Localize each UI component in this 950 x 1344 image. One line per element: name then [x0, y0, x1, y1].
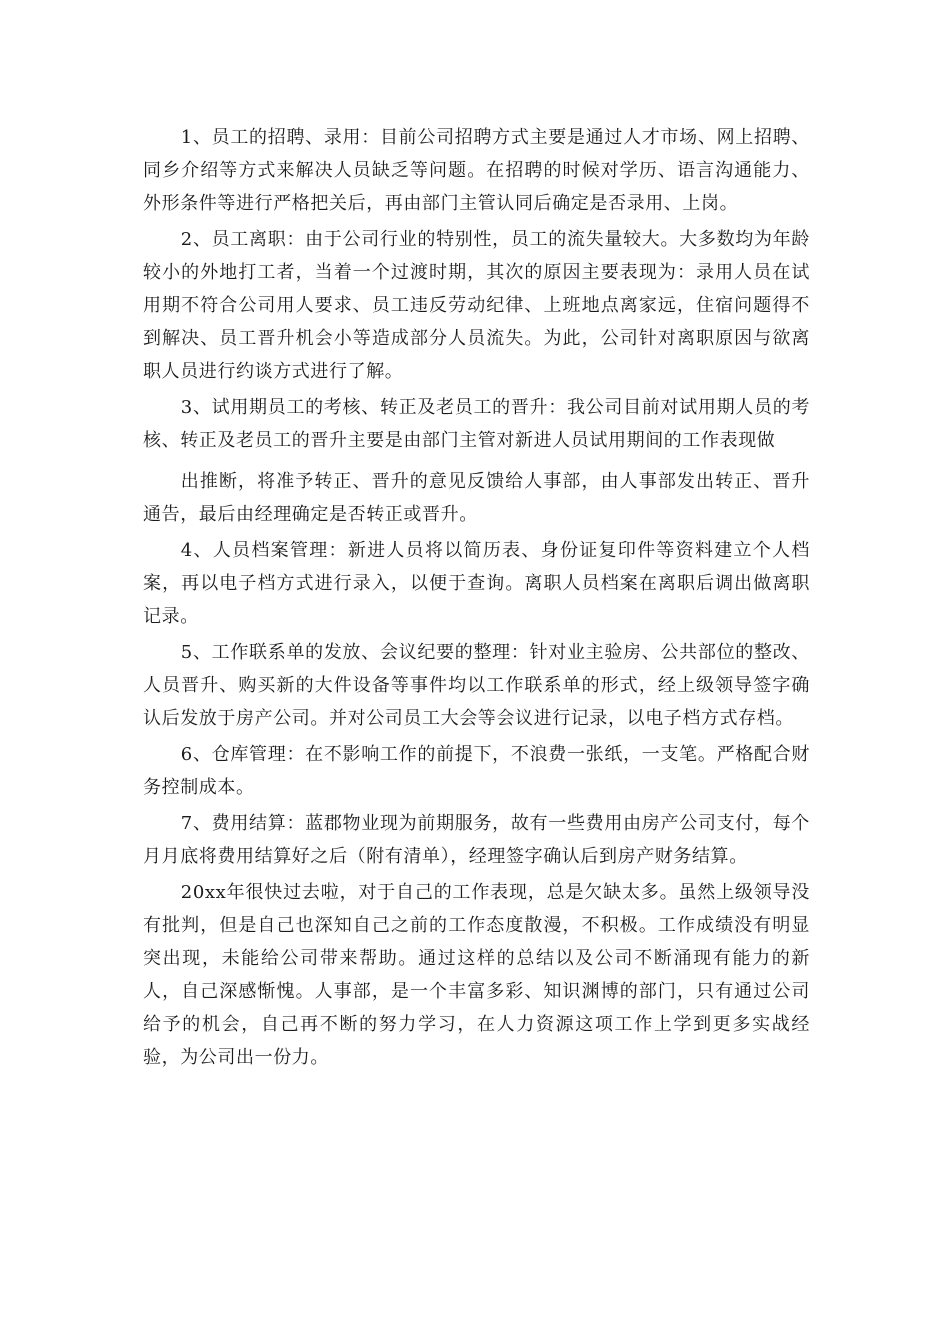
document-body	[143, 121, 810, 1077]
paragraph-probation-continued: 出推断，将准予转正、晋升的意见反馈给人事部，由人事部发出转正、晋升通告，最后由经理确定是否转正或晋升。	[143, 471, 810, 525]
paragraph-expense-settlement: 7、费用结算：蓝郡物业现为前期服务，故有一些费用由房产公司支付，每个月月底将费用结算好之后（附有清单），经理签字确认后到房产财务结算。	[143, 813, 810, 867]
paragraph-probation: 3、试用期员工的考核、转正及老员工的晋升：我公司目前对试用期人员的考核、转正及老员工的晋升主要是由部门主管对新进人员试用期间的工作表现做	[143, 397, 810, 451]
paragraph-resignation: 2、员工离职：由于公司行业的特别性，员工的流失量较大。大多数均为年龄较小的外地打工者，当着一个过渡时期，其次的原因主要表现为：录用人员在试用期不符合公司用人要求、员工违反劳动纪律、上班地点离家远，住宿问题得不到解决、员工晋升机会小等造成部分人员流失。为此，公司针对离职原因与欲离职人员进行约谈方式进行了解。	[143, 229, 810, 382]
paragraph-recruitment: 1、员工的招聘、录用：目前公司招聘方式主要是通过人才市场、网上招聘、同乡介绍等方式来解决人员缺乏等问题。在招聘的时候对学历、语言沟通能力、外形条件等进行严格把关后，再由部门主管认同后确定是否录用、上岗。	[143, 127, 810, 214]
paragraph-work-contact-forms: 5、工作联系单的发放、会议纪要的整理：针对业主验房、公共部位的整改、人员晋升、购买新的大件设备等事件均以工作联系单的形式，经上级领导签字确认后发放于房产公司。并对公司员工大会等会议进行记录，以电子档方式存档。	[143, 642, 810, 729]
paragraph-warehouse: 6、仓库管理：在不影响工作的前提下，不浪费一张纸，一支笔。严格配合财务控制成本。	[143, 744, 810, 798]
paragraph-year-summary: 20xx年很快过去啦，对于自己的工作表现，总是欠缺太多。虽然上级领导没有批判，但是自己也深知自己之前的工作态度散漫，不积极。工作成绩没有明显突出现，未能给公司带来帮助。通过这样的总结以及公司不断涌现有能力的新人，自己深感惭愧。人事部，是一个丰富多彩、知识渊博的部门，只有通过公司给予的机会，自己再不断的努力学习，在人力资源这项工作上学到更多实战经验，为公司出一份力。	[143, 882, 810, 1068]
paragraph-personnel-files: 4、人员档案管理：新进人员将以简历表、身份证复印件等资料建立个人档案，再以电子档方式进行录入，以便于查询。离职人员档案在离职后调出做离职记录。	[143, 540, 810, 627]
